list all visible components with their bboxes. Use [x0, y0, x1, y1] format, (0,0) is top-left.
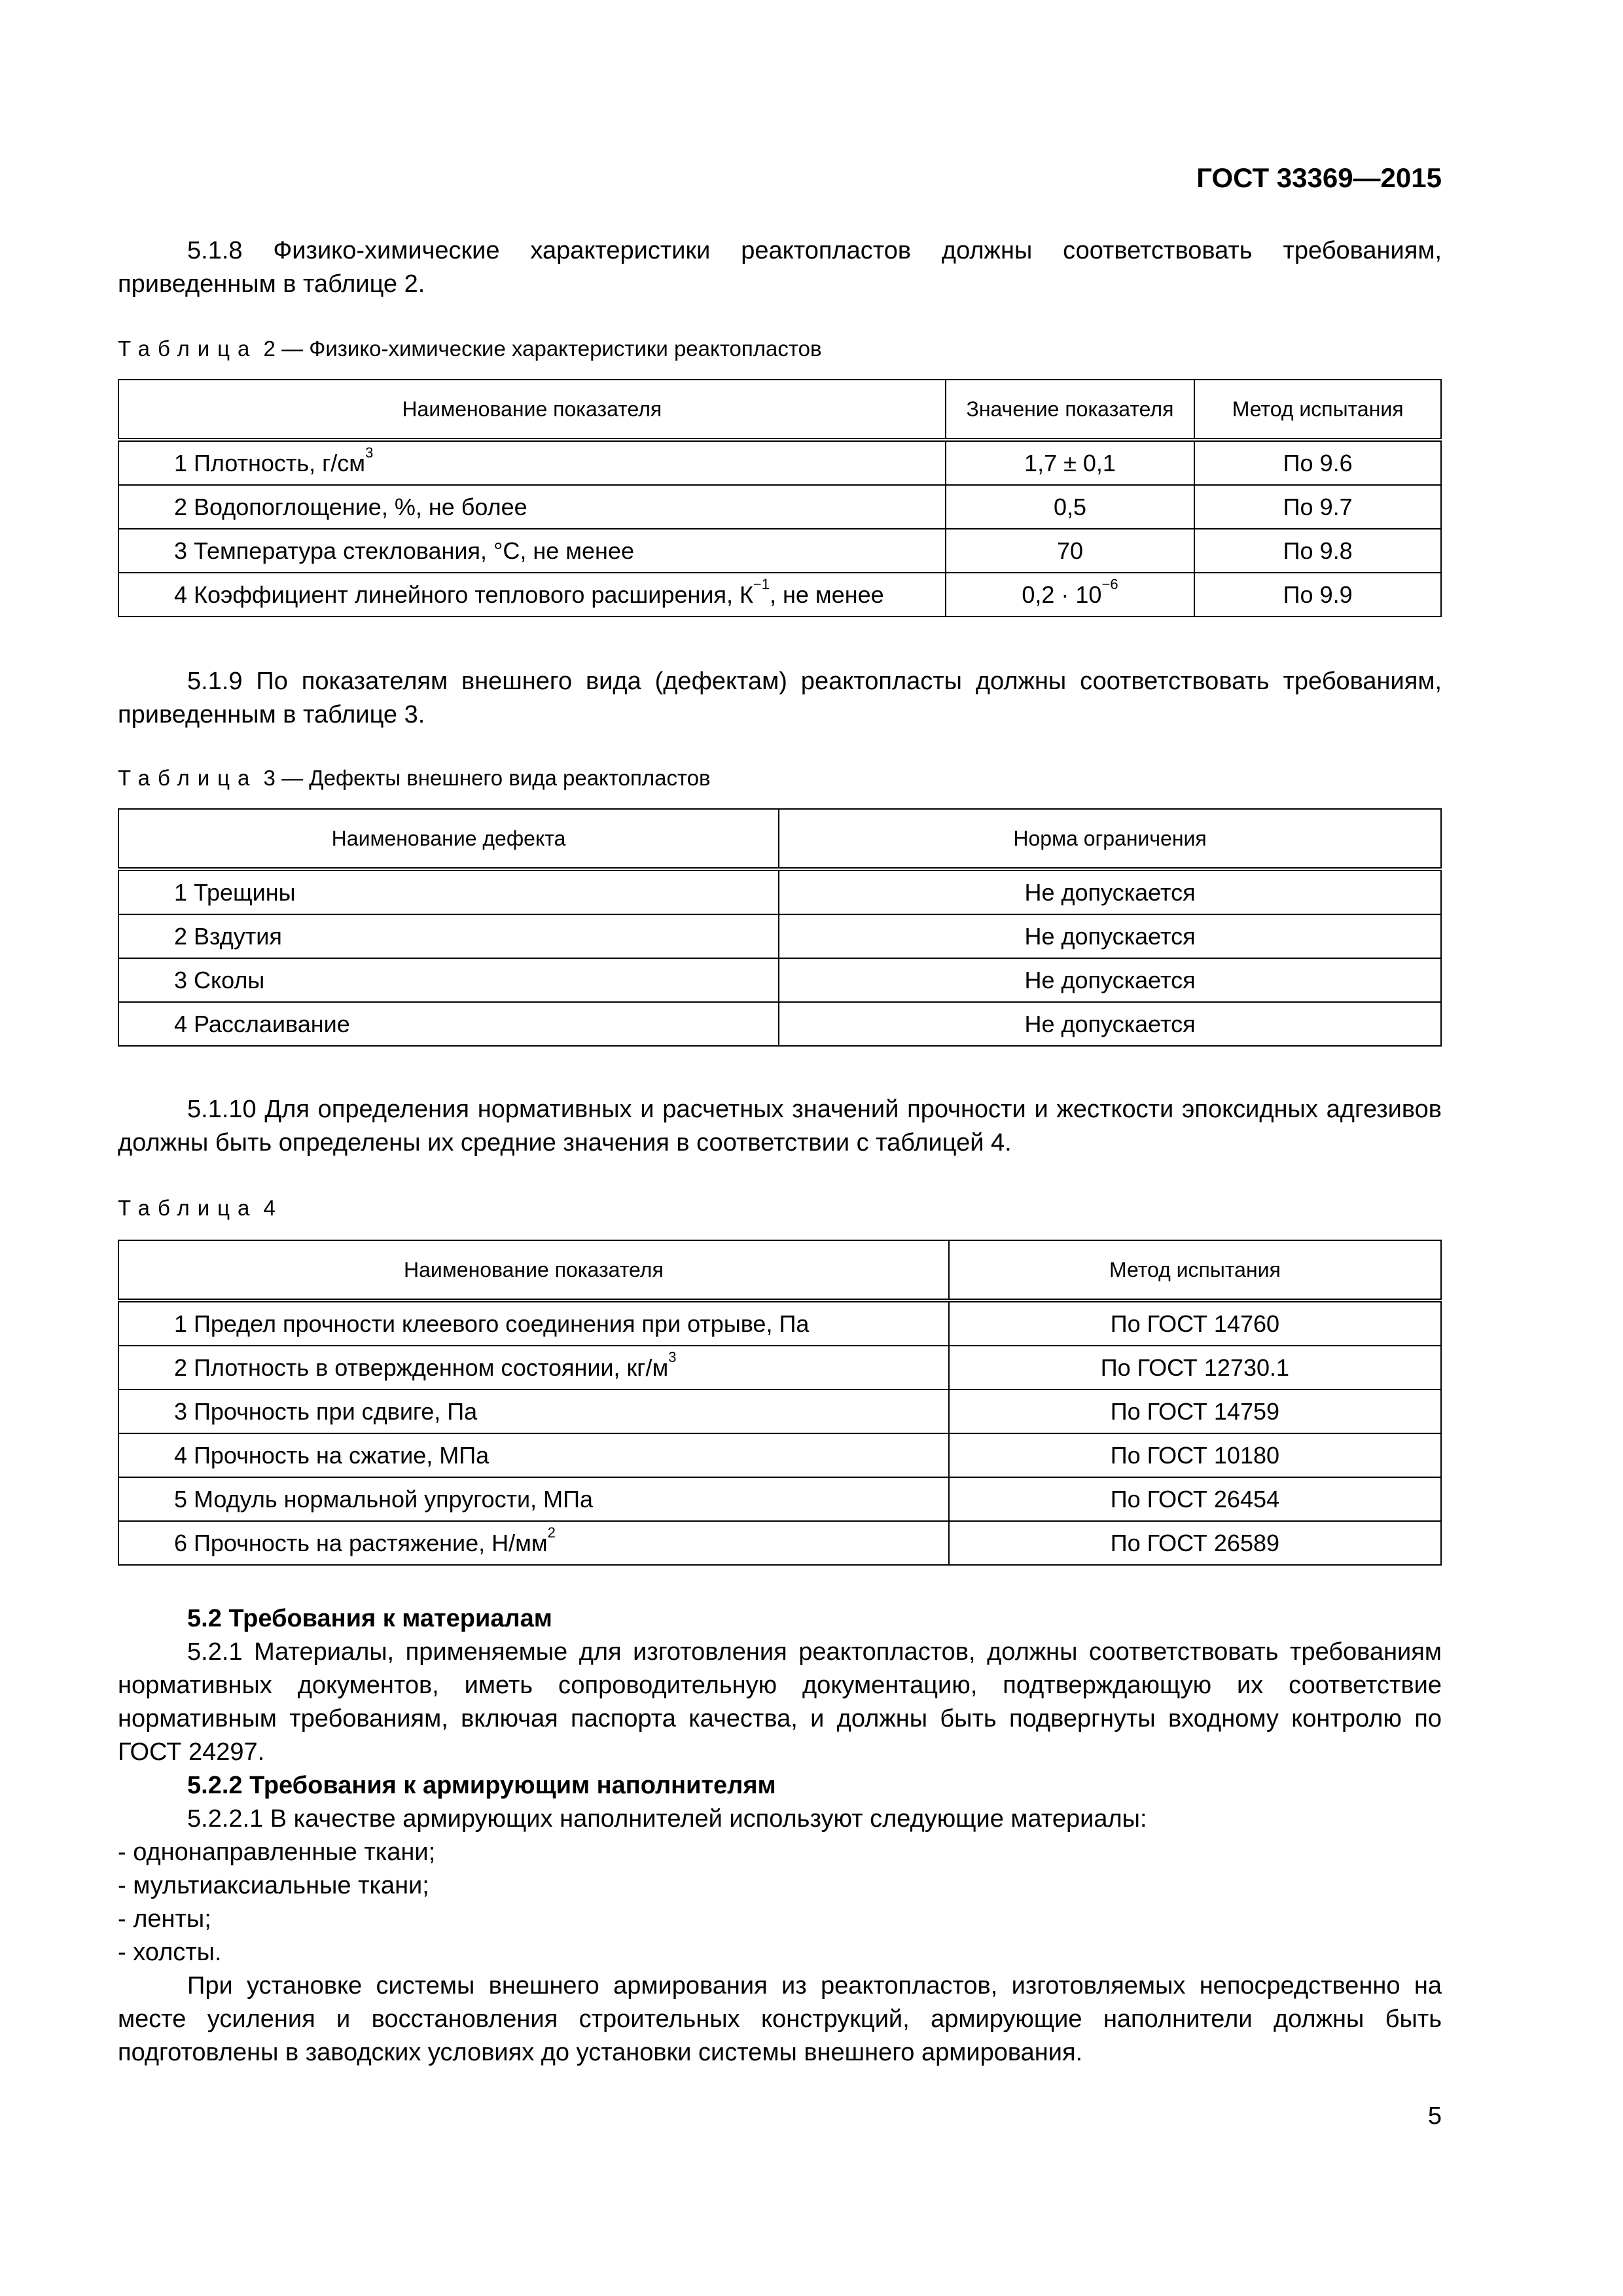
- list-item: - холсты.: [118, 1939, 222, 1966]
- cell-method: По ГОСТ 14759: [949, 1390, 1441, 1433]
- cell-norm: Не допускается: [779, 958, 1441, 1002]
- cell-name: 2 Плотность в отвержденном состоянии, $кг/м^3$: [118, 1346, 949, 1390]
- cell-method: По 9.8: [1194, 529, 1441, 573]
- cell-name: 6 Прочность на растяжение, $Н/мм^2$: [118, 1521, 949, 1565]
- subsection-heading: 5.2.2 Требования к армирующим наполнителям: [187, 1772, 776, 1799]
- cell-name: 4 Расслаивание: [118, 1002, 779, 1046]
- paragraph-5-2-1: 5.2.1 Материалы, применяемые для изготовления реактопластов, должны соответствовать требованиям нормативных документов, иметь сопроводительную документацию, подтверждающую их соответствие нормативным требованиям, включая паспорта качества, и должны быть подвергнуты входному контролю по ГОСТ 24297.: [118, 1638, 1442, 1766]
- column-header: Значение показателя: [946, 380, 1195, 440]
- table-row: [118, 1477, 1441, 1521]
- list-item: - мультиаксиальные ткани;: [118, 1872, 429, 1899]
- table-row: [118, 958, 1441, 1002]
- paragraph-5-1-10: 5.1.10 Для определения нормативных и расчетных значений прочности и жесткости эпоксидных адгезивов должны быть определены их средние значения в соответствии с таблицей 4.: [118, 1096, 1442, 1157]
- cell-name: 4 Прочность на сжатие, МПа: [118, 1433, 949, 1477]
- cell-method: По 9.6: [1194, 440, 1441, 485]
- table-row: [118, 1521, 1441, 1565]
- list-item: - ленты;: [118, 1905, 211, 1933]
- cell-name: 3 Прочность при сдвиге, Па: [118, 1390, 949, 1433]
- caption-word: Таблица: [118, 1196, 258, 1220]
- table-row: [118, 573, 1441, 617]
- cell-name: 1 Плотность, $г/см^3$: [118, 440, 946, 485]
- column-header: Наименование дефекта: [118, 809, 779, 869]
- paragraph-5-1-9: 5.1.9 По показателям внешнего вида (дефектам) реактопласты должны соответствовать требованиям, приведенным в таблице 3.: [118, 668, 1442, 728]
- cell-value: 1,7 ± 0,1: [946, 440, 1195, 485]
- cell-name: 2 Водопоглощение, %, не более: [118, 485, 946, 529]
- cell-value: 0,5: [946, 485, 1195, 529]
- caption-text: 3 — Дефекты внешнего вида реактопластов: [257, 766, 711, 790]
- cell-method: По ГОСТ 14760: [949, 1300, 1441, 1346]
- cell-method: По ГОСТ 26454: [949, 1477, 1441, 1521]
- cell-name: 3 Температура стеклования, °С, не менее: [118, 529, 946, 573]
- table-header-row: [118, 1240, 1441, 1300]
- list-item: - однонаправленные ткани;: [118, 1839, 436, 1866]
- table-row: [118, 869, 1441, 914]
- cell-name: 1 Предел прочности клеевого соединения при отрыве, Па: [118, 1300, 949, 1346]
- cell-name: 3 Сколы: [118, 958, 779, 1002]
- column-header: Наименование показателя: [118, 380, 946, 440]
- table3-caption: [118, 766, 1442, 791]
- table-3: [118, 808, 1442, 1047]
- table2-caption: [118, 336, 1442, 361]
- cell-method: По 9.7: [1194, 485, 1441, 529]
- cell-name: 2 Вздутия: [118, 914, 779, 958]
- column-header: Метод испытания: [1194, 380, 1441, 440]
- table-row: [118, 1433, 1441, 1477]
- cell-name: 4 Коэффициент линейного теплового расширения, $К^{-1}$, не менее: [118, 573, 946, 617]
- column-header: Наименование показателя: [118, 1240, 949, 1300]
- table4-caption: [118, 1196, 1442, 1221]
- cell-method: По ГОСТ 26589: [949, 1521, 1441, 1565]
- table-row: [118, 914, 1441, 958]
- caption-text: 2 — Физико-химические характеристики реактопластов: [257, 336, 822, 361]
- table-row: [118, 1390, 1441, 1433]
- paragraph-5-1-8: 5.1.8 Физико-химические характеристики реактопластов должны соответствовать требованиям, приведенным в таблице 2.: [118, 237, 1442, 298]
- caption-word: Таблица: [118, 766, 258, 790]
- table-4: [118, 1240, 1442, 1566]
- section-heading: 5.2 Требования к материалам: [187, 1605, 552, 1632]
- column-header: Метод испытания: [949, 1240, 1441, 1300]
- table-row: [118, 485, 1441, 529]
- caption-text: 4: [257, 1196, 276, 1220]
- table-row: [118, 1300, 1441, 1346]
- paragraph-final: При установке системы внешнего армирования из реактопластов, изготовляемых непосредственно на месте усиления и восстановления строительных конструкций, армирующие наполнители должны быть подготовлены в заводских условиях до установки системы внешнего армирования.: [118, 1972, 1442, 2066]
- document-header-id: ГОСТ 33369—2015: [1196, 162, 1442, 193]
- table-row: [118, 1002, 1441, 1046]
- page-number: 5: [1427, 2102, 1442, 2130]
- cell-value: $0,2 \cdot 10^{-6}$: [946, 573, 1195, 617]
- column-header: Норма ограничения: [779, 809, 1441, 869]
- cell-norm: Не допускается: [779, 869, 1441, 914]
- cell-name: 1 Трещины: [118, 869, 779, 914]
- table-row: [118, 1346, 1441, 1390]
- section-5-2: [118, 1602, 1442, 2070]
- cell-name: 5 Модуль нормальной упругости, МПа: [118, 1477, 949, 1521]
- cell-method: По 9.9: [1194, 573, 1441, 617]
- table-header-row: [118, 809, 1441, 869]
- table-row: [118, 440, 1441, 485]
- cell-method: По ГОСТ 12730.1: [949, 1346, 1441, 1390]
- cell-method: По ГОСТ 10180: [949, 1433, 1441, 1477]
- table-2: [118, 379, 1442, 617]
- cell-norm: Не допускается: [779, 914, 1441, 958]
- paragraph-5-2-2-1: 5.2.2.1 В качестве армирующих наполнителей используют следующие материалы:: [187, 1805, 1147, 1833]
- caption-word: Таблица: [118, 336, 258, 361]
- cell-value: 70: [946, 529, 1195, 573]
- table-header-row: [118, 380, 1441, 440]
- cell-norm: Не допускается: [779, 1002, 1441, 1046]
- table-row: [118, 529, 1441, 573]
